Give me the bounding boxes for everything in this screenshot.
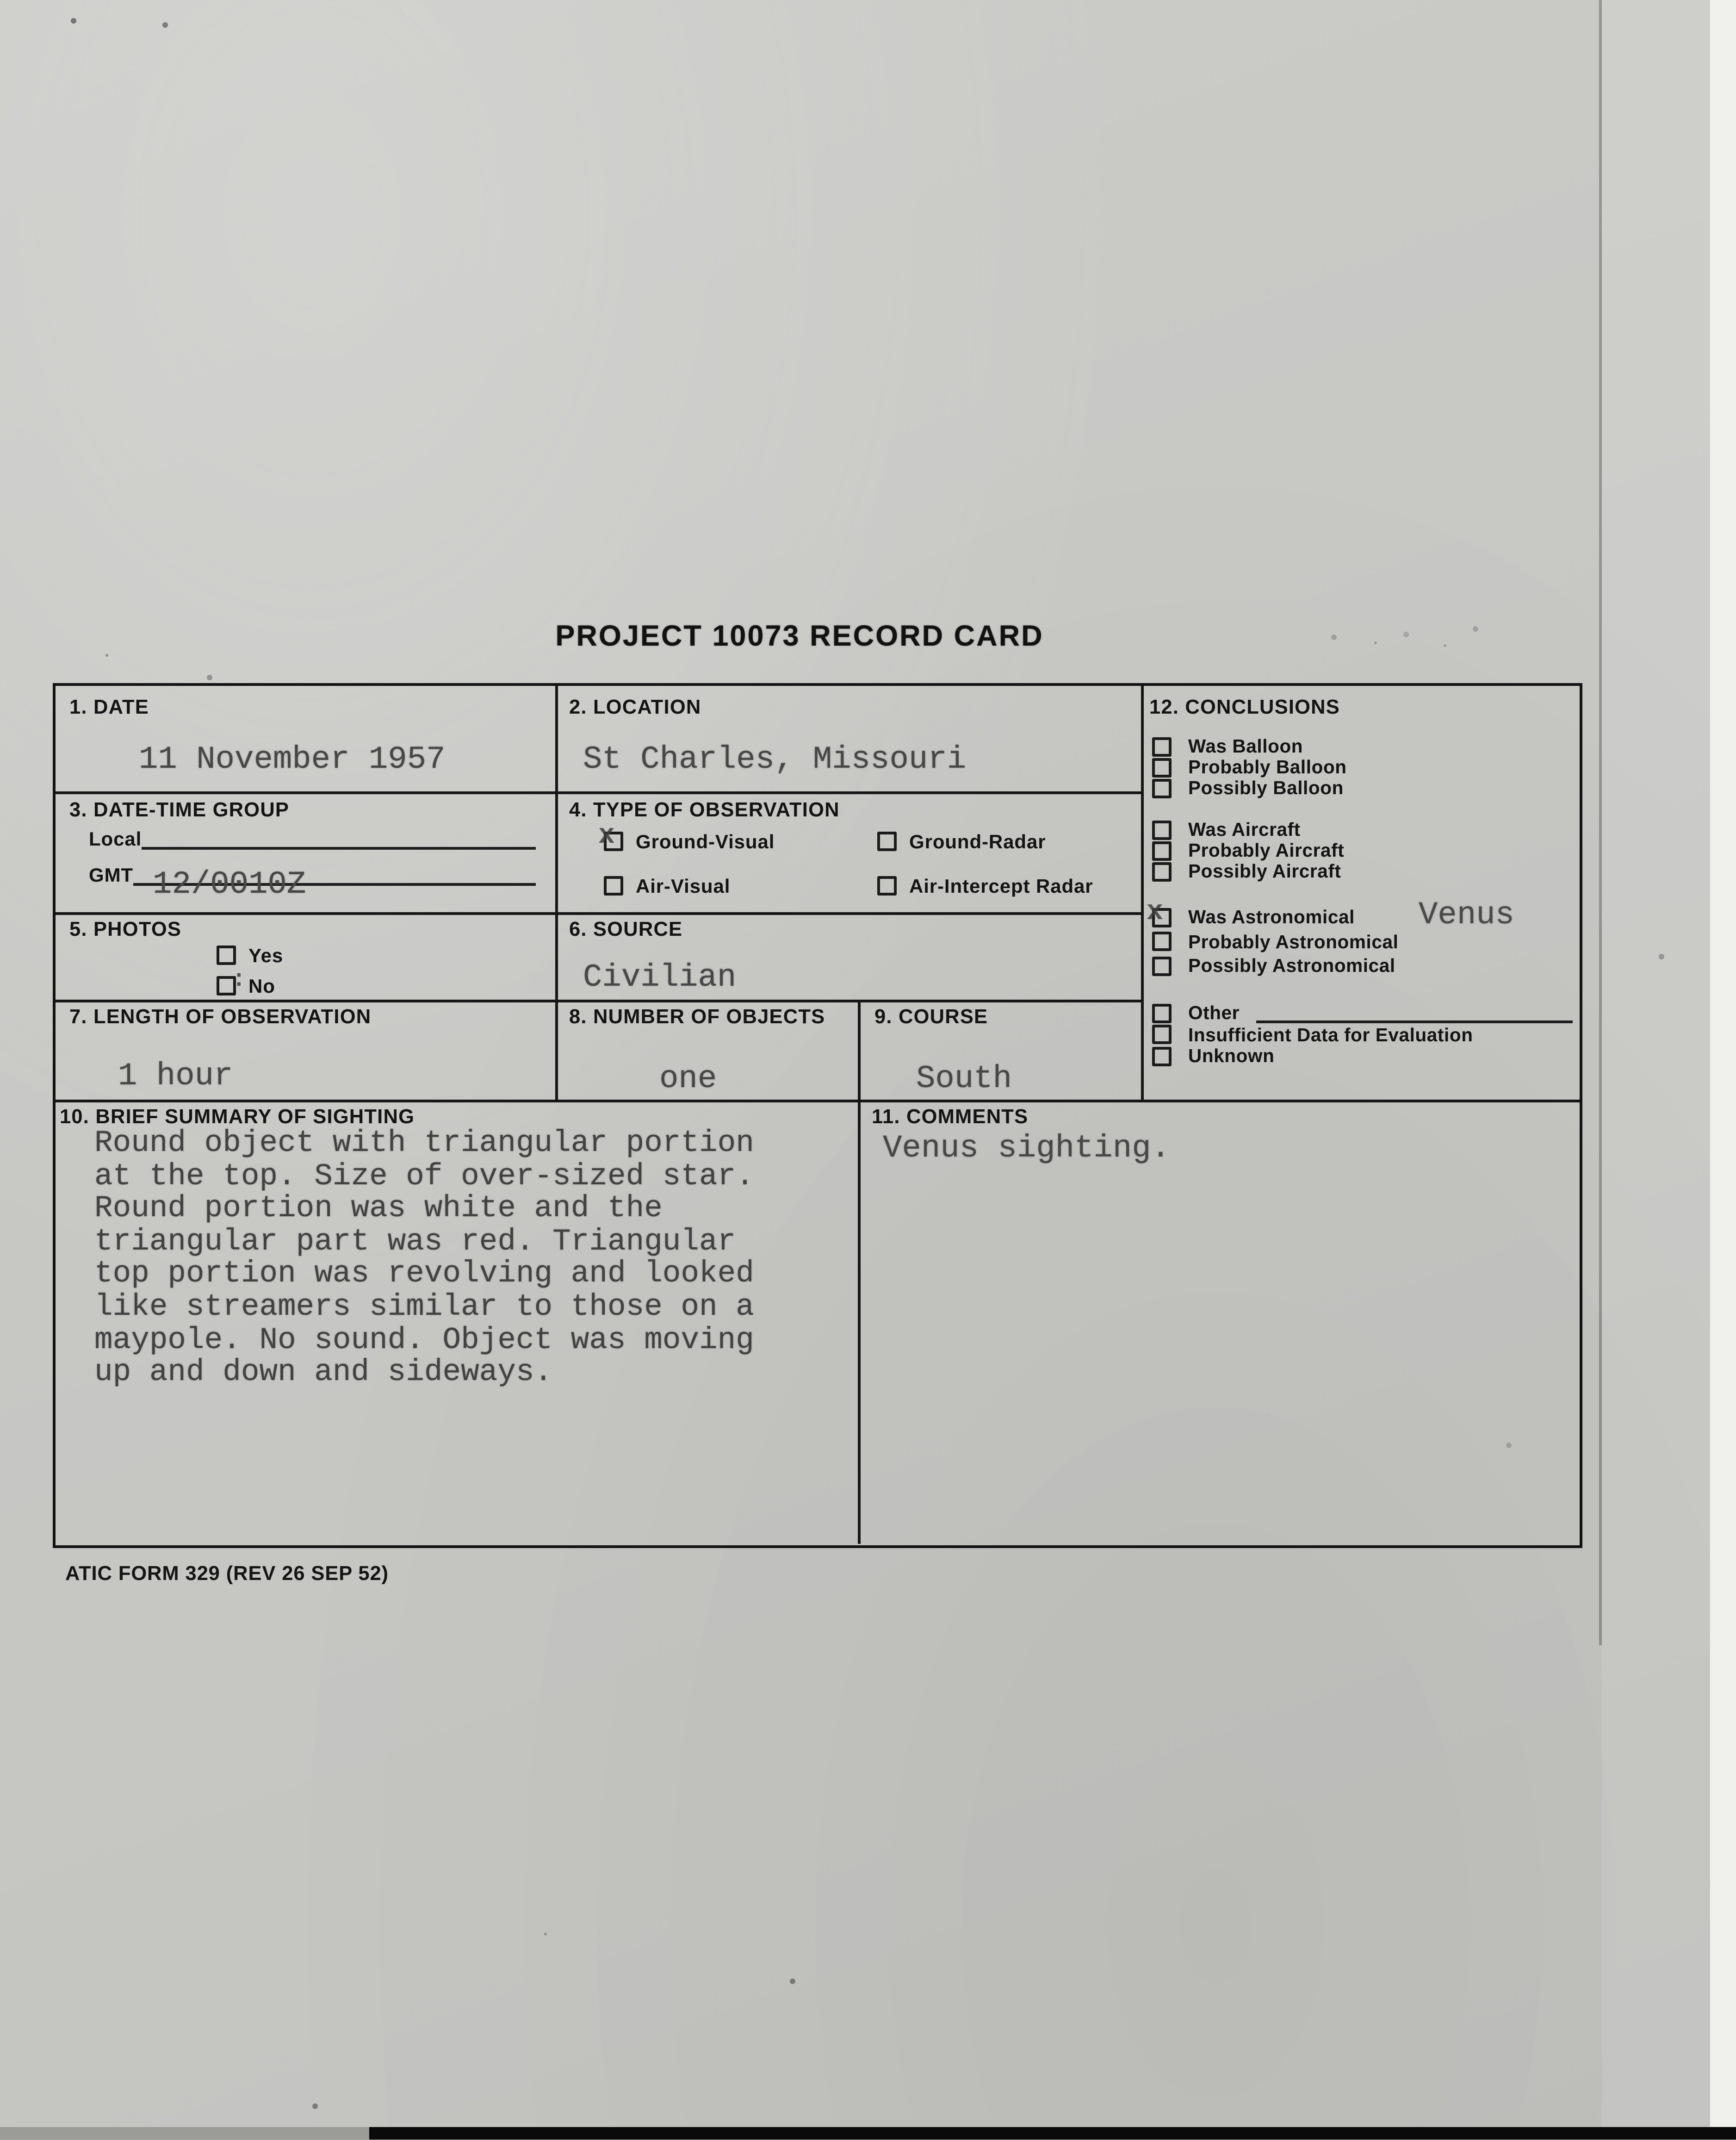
other-blank-line [1256,1003,1573,1023]
local-field [89,825,536,850]
gmt-field [89,861,536,902]
length-of-observation-value: 1 hour [118,1058,233,1094]
page-title: PROJECT 10073 RECORD CARD [555,621,1044,653]
form-number: ATIC FORM 329 (REV 26 SEP 52) [65,1563,389,1586]
summary-line: maypole. No sound. Object was moving [94,1322,754,1357]
gmt-value: 12/0010Z [153,866,306,902]
divider [858,1000,861,1544]
checkbox-air-intercept-radar [877,876,897,896]
gmt-blank-line [133,861,536,902]
checkbox-probably-astronomical [1152,932,1172,952]
length-of-observation-label: 7. LENGTH OF OBSERVATION [69,1007,372,1029]
summary-line: Round object with triangular portion [94,1126,754,1161]
summary-line: Round portion was white and the [94,1191,663,1226]
checkbox-air-visual [604,876,623,896]
checkbox-photos-yes [217,946,236,965]
conclusion-unknown: Unknown [1152,1045,1573,1067]
local-blank-line [142,825,536,850]
conclusion-probably-astronomical: Probably Astronomical [1152,930,1398,954]
checkbox-probably-balloon [1152,758,1172,777]
option-air-visual: Air-Visual [604,875,730,897]
conclusion-possibly-aircraft: Possibly Aircraft [1152,861,1344,882]
summary-line: top portion was revolving and looked [94,1257,754,1292]
conclusions-group-astronomical [1147,896,1515,978]
comments-value: Venus sighting. [883,1130,1171,1166]
conclusion-insufficient-data: Insufficient Data for Evaluation [1152,1024,1573,1046]
conclusion-was-aircraft: Was Aircraft [1152,819,1344,840]
divider [56,912,1144,915]
astronomical-note: Venus [1419,897,1515,933]
summary-line: triangular part was red. Triangular [94,1224,736,1259]
conclusion-possibly-astronomical: Possibly Astronomical [1152,954,1398,978]
divider [56,1100,1580,1103]
date-time-group-label: 3. DATE-TIME GROUP [69,800,290,822]
photos-label: 5. PHOTOS [69,919,182,941]
checkbox-insufficient-data [1152,1025,1172,1045]
conclusion-probably-balloon: Probably Balloon [1152,757,1347,778]
number-of-objects-value: one [659,1061,717,1097]
checkbox-possibly-aircraft [1152,862,1172,881]
conclusion-was-balloon: Was Balloon [1152,736,1347,757]
conclusions-group-balloon [1152,736,1347,798]
option-ground-visual: x Ground-Visual [598,821,775,852]
divider [555,686,558,1100]
checkbox-was-astronomical: x [1152,908,1172,927]
summary-line: like streamers similar to those on a [94,1289,754,1325]
course-value: South [916,1061,1012,1097]
checkbox-ground-visual: x [604,832,623,851]
scan-artifacts [0,0,3,3]
scan-bottom-bar [369,2128,1736,2140]
option-photos-yes: Yes [217,944,283,966]
conclusion-was-astronomical: x Was Astronomical Venus [1147,896,1515,933]
local-label: Local [89,827,142,850]
source-label: 6. SOURCE [569,919,683,941]
divider [56,791,1144,795]
source-value: Civilian [583,959,737,995]
conclusion-probably-aircraft: Probably Aircraft [1152,840,1344,861]
conclusions-group-aircraft [1152,819,1344,882]
location-value: St Charles, Missouri [583,741,967,778]
conclusions-group-other [1152,1002,1573,1067]
summary-label: 10. BRIEF SUMMARY OF SIGHTING [60,1107,415,1129]
location-label: 2. LOCATION [569,697,701,719]
checkbox-possibly-balloon [1152,778,1172,798]
number-of-objects-label: 8. NUMBER OF OBJECTS [569,1007,825,1029]
right-margin-shade [1602,0,1710,2140]
conclusion-possibly-balloon: Possibly Balloon [1152,778,1347,798]
date-label: 1. DATE [69,697,149,719]
checkbox-possibly-astronomical [1152,956,1172,976]
checkbox-probably-aircraft [1152,841,1172,860]
summary-text [94,1127,754,1389]
divider [56,1000,1144,1003]
option-ground-radar: Ground-Radar [877,830,1046,852]
date-value: 11 November 1957 [139,741,446,778]
scan-bottom-shadow [0,2128,369,2140]
conclusions-label: 12. CONCLUSIONS [1149,697,1340,719]
summary-line: up and down and sideways. [94,1355,553,1390]
record-card-table [53,683,1582,1548]
checkbox-photos-no: : [217,976,236,995]
summary-line: at the top. Size of over-sized star. [94,1158,754,1194]
divider [1141,686,1144,1100]
scanner-background-strip [1710,0,1736,2140]
checkbox-ground-radar [877,832,897,851]
checkbox-other [1152,1003,1172,1023]
course-label: 9. COURSE [874,1007,988,1029]
option-air-intercept-radar: Air-Intercept Radar [877,875,1093,897]
gmt-label: GMT [89,864,134,886]
type-of-observation-label: 4. TYPE OF OBSERVATION [569,800,840,822]
conclusion-other: Other [1152,1002,1573,1024]
checkbox-unknown [1152,1046,1172,1066]
checkbox-was-balloon [1152,737,1172,756]
checkbox-was-aircraft [1152,820,1172,840]
comments-label: 11. COMMENTS [872,1107,1029,1129]
option-photos-no: : No [217,975,275,997]
